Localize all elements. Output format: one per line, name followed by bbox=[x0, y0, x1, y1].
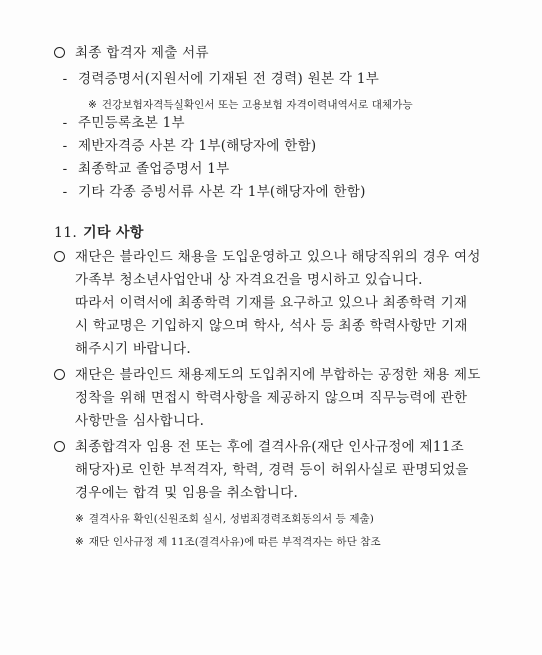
paragraph-line bbox=[75, 389, 467, 407]
dash-marker: - bbox=[62, 71, 68, 87]
dash-marker: - bbox=[62, 184, 68, 200]
list-item bbox=[60, 114, 185, 132]
list-note bbox=[88, 96, 413, 114]
note-line bbox=[75, 510, 374, 528]
dash-marker: - bbox=[62, 161, 68, 177]
paragraph-text: 재단은 블라인드 채용을 도입운영하고 있으나 해당직위의 경우 여성 bbox=[75, 249, 481, 265]
circle-bullet-icon bbox=[54, 441, 65, 452]
final-docs-heading bbox=[54, 44, 209, 62]
circle-bullet-icon bbox=[54, 369, 65, 380]
list-item bbox=[60, 160, 229, 178]
list-item bbox=[60, 137, 317, 155]
paragraph-line bbox=[75, 340, 191, 358]
reference-mark: ※ bbox=[75, 536, 84, 548]
circle-bullet-icon bbox=[54, 47, 65, 58]
section-title: 기타 사항 bbox=[83, 225, 144, 241]
note-text: 결격사유 확인(신원조회 실시, 성범죄경력조회동의서 등 제출) bbox=[88, 513, 374, 525]
list-item bbox=[60, 70, 379, 88]
section-heading bbox=[54, 224, 144, 242]
final-docs-title: 최종 합격자 제출 서류 bbox=[75, 45, 209, 61]
list-note-text: 건강보험자격득실확인서 또는 고용보험 자격이력내역서로 대체가능 bbox=[101, 99, 413, 111]
list-item-text: 기타 각종 증빙서류 사본 각 1부(해당자에 한함) bbox=[78, 184, 366, 200]
circle-bullet-icon bbox=[54, 251, 65, 262]
paragraph-line bbox=[75, 271, 423, 289]
paragraph-line bbox=[75, 412, 204, 430]
paragraph-line bbox=[75, 317, 468, 335]
list-item-text: 경력증명서(지원서에 기재된 전 경력) 원본 각 1부 bbox=[78, 71, 380, 87]
paragraph-text: 시 학교명은 기입하지 않으며 학사, 석사 등 최종 학력사항만 기재 bbox=[75, 318, 468, 334]
paragraph-text: 경우에는 합격 및 임용을 취소합니다. bbox=[75, 485, 299, 501]
reference-mark: ※ bbox=[88, 99, 97, 111]
section-number: 11. bbox=[54, 225, 78, 241]
paragraph-line bbox=[75, 484, 298, 502]
paragraph-text: 해주시기 바랍니다. bbox=[75, 341, 191, 357]
list-item bbox=[60, 183, 366, 201]
list-item-text: 최종학교 졸업증명서 1부 bbox=[78, 161, 230, 177]
dash-marker: - bbox=[62, 115, 68, 131]
list-item-text: 제반자격증 사본 각 1부(해당자에 한함) bbox=[78, 138, 317, 154]
paragraph-text: 사항만을 심사합니다. bbox=[75, 413, 205, 429]
paragraph-line bbox=[75, 294, 467, 312]
paragraph-line bbox=[75, 461, 469, 479]
paragraph-line bbox=[54, 248, 481, 266]
paragraph-text: 최종합격자 임용 전 또는 후에 결격사유(재단 인사규정에 제11조 bbox=[75, 439, 465, 455]
note-text: 재단 인사규정 제 11조(결격사유)에 따른 부적격자는 하단 참조 bbox=[88, 536, 381, 548]
paragraph-text: 해당자)로 인한 부적격자, 학력, 경력 등이 허위사실로 판명되었을 bbox=[75, 462, 469, 478]
paragraph-line bbox=[54, 366, 481, 384]
paragraph-line bbox=[54, 438, 464, 456]
paragraph-text: 가족부 청소년사업안내 상 자격요건을 명시하고 있습니다. bbox=[75, 272, 423, 288]
list-item-text: 주민등록초본 1부 bbox=[78, 115, 185, 131]
paragraph-text: 정착을 위해 면접시 학력사항을 제공하지 않으며 직무능력에 관한 bbox=[75, 390, 468, 406]
paragraph-text: 따라서 이력서에 최종학력 기재를 요구하고 있으나 최종학력 기재 bbox=[75, 295, 468, 311]
reference-mark: ※ bbox=[75, 513, 84, 525]
note-line bbox=[75, 533, 381, 551]
dash-marker: - bbox=[62, 138, 68, 154]
paragraph-text: 재단은 블라인드 채용제도의 도입취지에 부합하는 공정한 채용 제도 bbox=[75, 367, 481, 383]
